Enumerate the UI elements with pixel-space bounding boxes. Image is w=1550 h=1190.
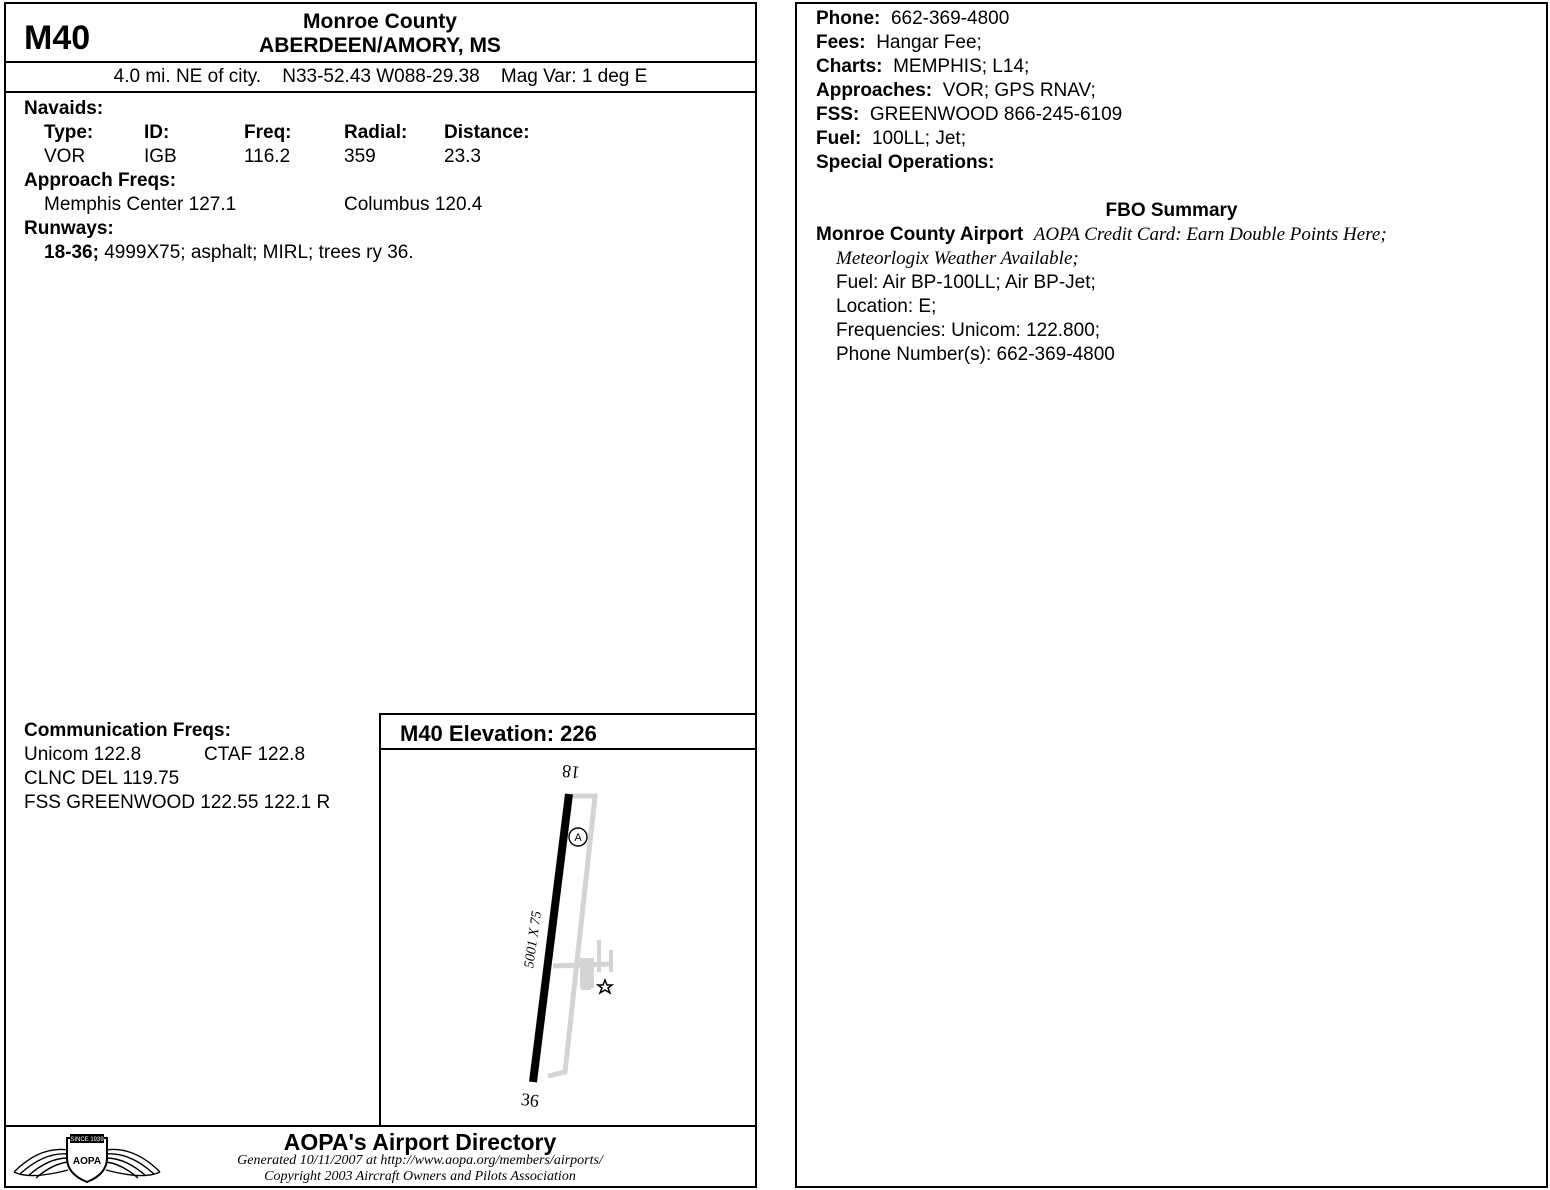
footer-generated: Generated 10/11/2007 at http://www.aopa.org/members/airports/	[237, 1153, 603, 1168]
approaches-label: Approaches:	[816, 80, 933, 101]
comm-clnc: CLNC DEL 119.75	[24, 768, 180, 789]
runway-id: 18-36;	[44, 242, 99, 263]
location-divider	[4, 91, 757, 93]
navaid-type: VOR	[44, 146, 86, 167]
diagram-title: M40 Elevation: 226	[400, 721, 597, 746]
phone-label: Phone:	[816, 8, 881, 29]
phone-line	[816, 8, 1009, 30]
logo-banner-text: SINCE 1939	[70, 1137, 104, 1143]
fss-line	[816, 104, 1122, 126]
airport-name: Monroe County	[303, 10, 457, 33]
runway-label-bottom: 36	[519, 1088, 541, 1112]
fbo-header-line	[816, 224, 1387, 246]
comm-ctaf: CTAF 122.8	[204, 744, 306, 765]
fuel-label: Fuel:	[816, 128, 862, 149]
fuel-value: 100LL; Jet;	[871, 128, 966, 149]
diagram-top-border	[379, 713, 757, 715]
navaid-distance: 23.3	[444, 146, 481, 167]
approach-columbus: Columbus 120.4	[344, 194, 483, 215]
airport-diagram	[381, 750, 755, 1124]
approach-memphis: Memphis Center 127.1	[44, 194, 237, 215]
fbo-location: Location: E;	[836, 296, 937, 317]
ramp	[581, 978, 591, 990]
fbo-fuel: Fuel: Air BP-100LL; Air BP-Jet;	[836, 272, 1096, 293]
comm-unicom: Unicom 122.8	[24, 744, 142, 765]
header-divider	[4, 61, 757, 63]
approaches-value: VOR; GPS RNAV;	[942, 80, 1096, 101]
runway-desc: 4999X75; asphalt; MIRL; trees ry 36.	[98, 242, 414, 263]
navaid-header-distance: Distance:	[444, 122, 530, 143]
comm-fss: FSS GREENWOOD 122.55 122.1 R	[24, 792, 331, 813]
airport-city: ABERDEEN/AMORY, MS	[259, 34, 501, 57]
logo-center-text: AOPA	[72, 1156, 102, 1167]
runway-dimension-label: 5001 X 75	[522, 909, 545, 970]
fees-value: Hangar Fee;	[876, 32, 982, 53]
charts-label: Charts:	[816, 56, 883, 77]
navaid-freq: 116.2	[244, 146, 291, 167]
right-wing-icon	[106, 1149, 160, 1178]
approaches-line	[816, 80, 1096, 102]
special-ops-label: Special Operations:	[816, 152, 995, 173]
fees-line	[816, 32, 982, 54]
navaids-title: Navaids:	[24, 98, 104, 119]
aopa-logo	[10, 1128, 164, 1184]
fbo-promo-credit: AOPA Credit Card: Earn Double Points Here;	[1033, 224, 1387, 245]
runway-label-top: 18	[560, 760, 582, 784]
navaid-header-id: ID:	[144, 122, 170, 143]
fbo-frequencies: Frequencies: Unicom: 122.800;	[836, 320, 1101, 341]
left-wing-icon	[14, 1149, 68, 1178]
fuel-line	[816, 128, 966, 150]
footer-title: AOPA's Airport Directory	[283, 1129, 557, 1155]
fbo-name: Monroe County Airport	[816, 224, 1024, 245]
charts-value: MEMPHIS; L14;	[893, 56, 1030, 77]
fbo-summary-title: FBO Summary	[1105, 200, 1238, 221]
phone-value: 662-369-4800	[890, 8, 1010, 29]
runway-entry	[44, 242, 414, 264]
fbo-phone: Phone Number(s): 662-369-4800	[836, 344, 1115, 365]
navaid-radial: 359	[344, 146, 376, 167]
fbo-promo-weather: Meteorlogix Weather Available;	[836, 248, 1079, 269]
fees-label: Fees:	[816, 32, 866, 53]
runways-title: Runways:	[24, 218, 114, 239]
charts-line	[816, 56, 1029, 78]
comm-title: Communication Freqs:	[24, 720, 231, 741]
beacon-letter: A	[574, 832, 582, 844]
navaid-id: IGB	[144, 146, 177, 167]
approach-title: Approach Freqs:	[24, 170, 177, 191]
fbo-star-icon	[598, 980, 612, 993]
fss-value: GREENWOOD 866-245-6109	[869, 104, 1123, 125]
navaid-header-radial: Radial:	[344, 122, 408, 143]
location-line: 4.0 mi. NE of city. N33-52.43 W088-29.38 Mag Var: 1 deg E	[113, 66, 648, 87]
fss-label: FSS:	[816, 104, 860, 125]
navaid-header-type: Type:	[44, 122, 94, 143]
navaid-header-freq: Freq:	[244, 122, 292, 143]
airport-id: M40	[24, 19, 91, 57]
right-panel	[795, 2, 1548, 1188]
footer-copyright: Copyright 2003 Aircraft Owners and Pilots Association	[264, 1169, 576, 1184]
